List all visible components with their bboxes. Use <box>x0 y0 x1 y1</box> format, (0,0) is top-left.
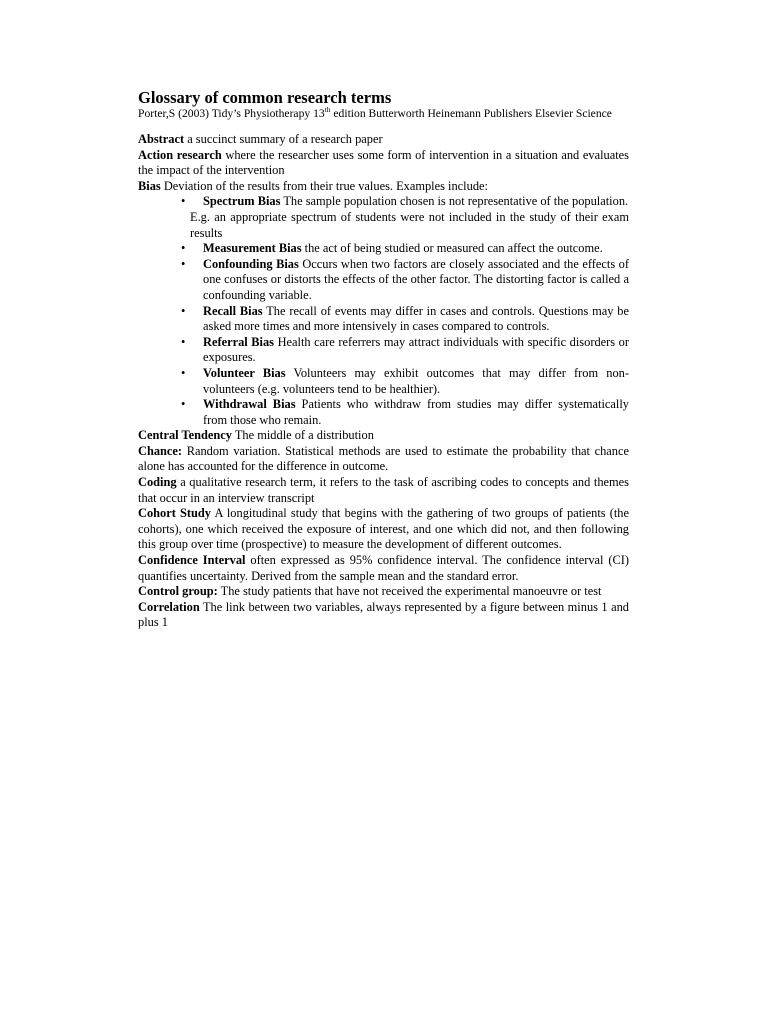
glossary-term: Abstract <box>138 132 185 146</box>
glossary-entry <box>138 506 629 553</box>
bias-definition: the act of being studied or measured can affect the outcome. <box>301 241 603 256</box>
glossary-top-entries <box>138 132 629 194</box>
glossary-term: Cohort Study <box>138 506 211 521</box>
bias-list-item <box>203 194 629 210</box>
glossary-term: Coding <box>138 475 177 490</box>
glossary-term: Central Tendency <box>138 428 232 443</box>
glossary-definition: Random variation. Statistical methods are used to estimate the probability that chance alone has accounted for the difference in outcome. <box>138 443 629 474</box>
bias-list-item <box>203 335 629 366</box>
bias-definition: The sample population chosen is not representative of the population. <box>280 194 629 209</box>
bias-definition: Patients who withdraw from studies may differ systematically from those who remain. <box>203 397 630 427</box>
glossary-entry <box>138 600 629 631</box>
glossary-term: Chance: <box>138 443 183 458</box>
glossary-term: Action research <box>138 147 222 162</box>
glossary-definition: Deviation of the results from their true values. Examples include: <box>160 178 488 193</box>
bias-term: Withdrawal Bias <box>203 397 296 412</box>
bias-list <box>138 241 629 428</box>
bias-definition: Occurs when two factors are closely associated and the effects of one confuses or distorts the effects of the other factor. The distorting factor is called a confounding variable. <box>203 256 629 302</box>
glossary-bottom-entries <box>138 428 629 631</box>
bias-list-first <box>138 194 629 210</box>
bias-definition: Volunteers may exhibit outcomes that may differ from non-volunteers (e.g. volunteers tend to be healthier). <box>203 365 629 396</box>
glossary-entry <box>138 553 629 584</box>
bias-list-item <box>203 397 629 428</box>
bias-term: Recall Bias <box>203 303 263 318</box>
glossary-entry <box>138 148 629 179</box>
glossary-definition: a qualitative research term, it refers to the task of ascribing codes to concepts and themes that occur in an interview transcript <box>138 475 629 505</box>
glossary-definition: where the researcher uses some form of intervention in a situation and evaluates the impact of the intervention <box>138 147 629 178</box>
glossary-definition: A longitudinal study that begins with the gathering of two groups of patients (the cohorts), one which received the exposure of interest, and one which did not, and then following this group over time (prospective) to measure the development of different outcomes. <box>138 506 629 552</box>
bias-example: E.g. an appropriate spectrum of students were not included in the study of their exam results <box>190 209 629 240</box>
glossary-entry <box>138 584 629 600</box>
glossary-content <box>138 88 629 631</box>
bias-term: Referral Bias <box>203 334 275 349</box>
glossary-term: Control group: <box>138 584 218 599</box>
citation-superscript: th <box>324 105 331 115</box>
bias-list-item <box>203 366 629 397</box>
glossary-term: Confidence Interval <box>138 553 246 568</box>
bias-list-item <box>203 257 629 304</box>
glossary-entry <box>138 475 629 506</box>
glossary-definition: The study patients that have not received the experimental manoeuvre or test <box>217 584 602 599</box>
citation <box>138 107 629 121</box>
bias-definition: Health care referrers may attract individuals with specific disorders or exposures. <box>203 334 629 365</box>
bias-term: Spectrum Bias <box>203 194 281 209</box>
document-title: Glossary of common research terms <box>138 88 392 107</box>
bias-list-item <box>203 241 629 257</box>
glossary-definition: a succinct summary of a research paper <box>184 132 383 146</box>
citation-text-rest: edition Butterworth Heinemann Publishers Elsevier Science <box>330 107 612 120</box>
bias-definition: The recall of events may differ in cases and controls. Questions may be asked more times and more intensively in cases compared to controls. <box>203 303 629 334</box>
glossary-entry <box>138 428 629 444</box>
glossary-entry <box>138 444 629 475</box>
bias-term: Volunteer Bias <box>203 365 286 380</box>
glossary-entry <box>138 132 629 148</box>
glossary-definition: The middle of a distribution <box>231 428 374 443</box>
glossary-term: Correlation <box>138 599 200 614</box>
bias-term: Confounding Bias <box>203 256 299 271</box>
glossary-term: Bias <box>138 178 161 193</box>
glossary-entry <box>138 179 629 195</box>
glossary-definition: often expressed as 95% confidence interval. The confidence interval (CI) quantifies uncertainty. Derived from the sample mean and the standard error. <box>138 553 629 583</box>
bias-term: Measurement Bias <box>203 241 302 256</box>
glossary-definition: The link between two variables, always represented by a figure between minus 1 and plus 1 <box>138 599 629 630</box>
bias-list-item <box>203 304 629 335</box>
citation-text: Porter,S (2003) Tidy’s Physiotherapy 13 <box>138 107 325 120</box>
